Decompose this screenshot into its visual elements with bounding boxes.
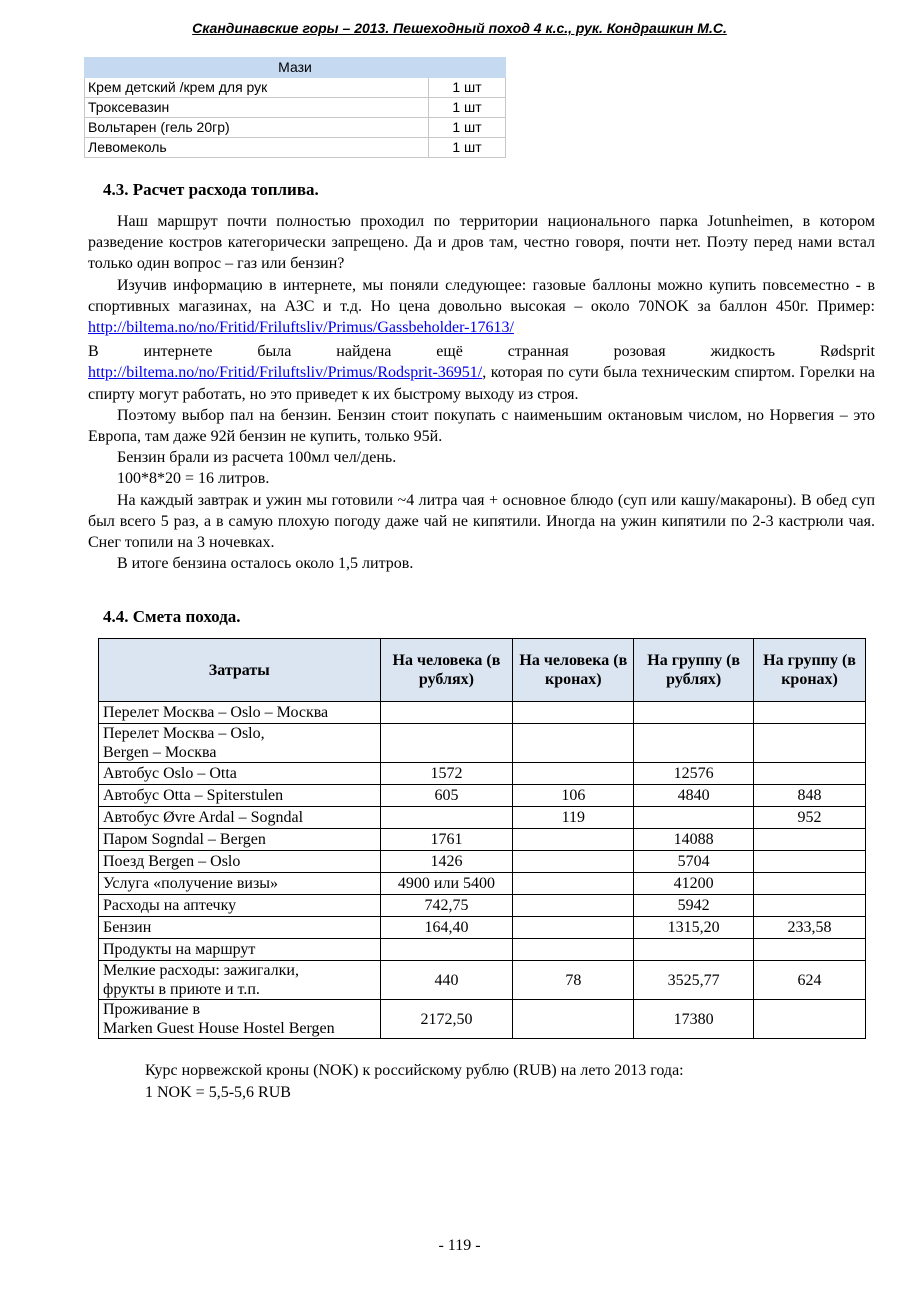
column-header: На группу (в рублях) — [634, 639, 754, 702]
amount-cell — [634, 939, 754, 961]
table-row — [99, 895, 866, 917]
table-row: Крем детский /крем для рук 1 шт — [85, 78, 506, 98]
expense-item-cell: Мелкие расходы: зажигалки, фрукты в приюте и т.п. — [99, 961, 381, 1000]
amount-cell: 4840 — [634, 785, 754, 807]
table-row: Левомеколь 1 шт — [85, 138, 506, 158]
amount-cell — [754, 702, 866, 724]
table-row — [99, 702, 866, 724]
amount-cell — [380, 939, 513, 961]
amount-cell — [754, 873, 866, 895]
amount-cell — [513, 1000, 634, 1039]
amount-cell: 952 — [754, 807, 866, 829]
paragraph: Изучив информацию в интернете, мы поняли следующее: газовые баллоны можно купить повсеместно - в спортивных магазинах, на АЗС и т.д. Но цена довольно высокая – около 70NOK за баллон 450г. Пример: http://biltema.no/no/Fritid/Friluftsliv/Primus/Gassbeholder-17613/ — [88, 276, 875, 337]
amount-cell: 440 — [380, 961, 513, 1000]
amount-cell: 3525,77 — [634, 961, 754, 1000]
amount-cell — [513, 917, 634, 939]
table-row — [99, 724, 866, 763]
amount-cell: 624 — [754, 961, 866, 1000]
amount-cell: 5704 — [634, 851, 754, 873]
table-row — [99, 763, 866, 785]
column-header: На человека (в рублях) — [380, 639, 513, 702]
amount-cell — [754, 851, 866, 873]
paragraph: Наш маршрут почти полностью проходил по территории национального парка Jotunheimen, в котором разведение костров категорически запрещено. Да и дров там, честно говоря, почти нет. Поэту перед нами встал только один вопрос – газ или бензин? — [88, 213, 875, 273]
amount-cell — [634, 807, 754, 829]
paragraph: Поэтому выбор пал на бензин. Бензин стоит покупать с наименьшим октановым числом, но Норвегия – это Европа, там даже 92й бензин не купить, только 95й. — [88, 406, 875, 446]
amount-cell: 742,75 — [380, 895, 513, 917]
expense-item-cell: Поезд Bergen – Oslo — [99, 851, 381, 873]
expense-item-cell: Перелет Москва – Oslo, Bergen – Москва — [99, 724, 381, 763]
amount-cell: 1572 — [380, 763, 513, 785]
expense-item-cell: Автобус Øvre Ardal – Sogndal — [99, 807, 381, 829]
page-header: Скандинавские горы – 2013. Пешеходный поход 4 к.с., рук. Кондрашкин М.С. — [192, 20, 727, 36]
table-row — [99, 961, 866, 1000]
gas-cylinder-link[interactable]: http://biltema.no/no/Fritid/Friluftsliv/Primus/Gassbeholder-17613/ — [88, 319, 514, 337]
amount-cell: 1315,20 — [634, 917, 754, 939]
amount-cell: 12576 — [634, 763, 754, 785]
paragraph: На каждый завтрак и ужин мы готовили ~4 литра чая + основное блюдо (суп или кашу/макароны). В обед суп был всего 5 раз, а в самую плохую погоду даже чай не кипятили. Иногда на ужин кипятили по 2-3 кастрюли чая. Снег топили на 3 ночевках. — [88, 491, 875, 552]
amount-cell — [634, 702, 754, 724]
amount-cell — [380, 702, 513, 724]
expense-item-cell: Автобус Oslo – Otta — [99, 763, 381, 785]
amount-cell: 2172,50 — [380, 1000, 513, 1039]
amount-cell — [754, 895, 866, 917]
table-row — [99, 939, 866, 961]
amount-cell — [513, 851, 634, 873]
amount-cell — [513, 724, 634, 763]
table-row — [99, 829, 866, 851]
column-header: Затраты — [99, 639, 381, 702]
amount-cell: 233,58 — [754, 917, 866, 939]
amount-cell: 14088 — [634, 829, 754, 851]
paragraph: http://biltema.no/no/Fritid/Friluftsliv/Primus/Rodsprit-36951/, которая по сути была техническим спиртом. Горелки на спирту могут работать, но это приведет к их быстрому выходу из строя. — [88, 364, 875, 403]
paragraph: В итоге бензина осталось около 1,5 литров. — [117, 555, 414, 573]
ointments-table-title: Мази — [85, 58, 506, 78]
amount-cell — [513, 702, 634, 724]
amount-cell — [754, 763, 866, 785]
amount-cell — [754, 724, 866, 763]
amount-cell: 1426 — [380, 851, 513, 873]
amount-cell — [754, 829, 866, 851]
amount-cell: 164,40 — [380, 917, 513, 939]
paragraph: 100*8*20 = 16 литров. — [117, 470, 270, 488]
amount-cell: 848 — [754, 785, 866, 807]
amount-cell: 78 — [513, 961, 634, 1000]
paragraph: В интернете была найдена ещё странная розовая жидкость Rødsprit — [88, 343, 875, 361]
table-row — [99, 917, 866, 939]
amount-cell — [513, 939, 634, 961]
table-row — [99, 1000, 866, 1039]
amount-cell: 17380 — [634, 1000, 754, 1039]
rodsprit-link[interactable]: http://biltema.no/no/Fritid/Friluftsliv/Primus/Rodsprit-36951/ — [88, 364, 483, 382]
amount-cell — [513, 829, 634, 851]
ointments-table — [84, 57, 506, 158]
amount-cell: 41200 — [634, 873, 754, 895]
amount-cell — [754, 1000, 866, 1039]
expense-item-cell: Услуга «получение визы» — [99, 873, 381, 895]
expense-item-cell: Бензин — [99, 917, 381, 939]
table-header-row — [99, 639, 866, 702]
amount-cell: 4900 или 5400 — [380, 873, 513, 895]
expense-item-cell: Продукты на маршрут — [99, 939, 381, 961]
amount-cell — [634, 724, 754, 763]
table-row — [99, 873, 866, 895]
column-header: На группу (в кронах) — [754, 639, 866, 702]
amount-cell — [380, 807, 513, 829]
amount-cell: 605 — [380, 785, 513, 807]
expense-item-cell: Автобус Otta – Spiterstulen — [99, 785, 381, 807]
expense-item-cell: Проживание в Marken Guest House Hostel Bergen — [99, 1000, 381, 1039]
table-row — [99, 785, 866, 807]
amount-cell — [754, 939, 866, 961]
expense-item-cell: Паром Sogndal – Bergen — [99, 829, 381, 851]
amount-cell: 106 — [513, 785, 634, 807]
amount-cell — [513, 895, 634, 917]
amount-cell: 5942 — [634, 895, 754, 917]
section-heading-budget: 4.4. Смета похода. — [103, 607, 241, 626]
amount-cell — [513, 763, 634, 785]
table-row — [99, 851, 866, 873]
expense-item-cell: Расходы на аптечку — [99, 895, 381, 917]
fuel-section-text — [88, 211, 875, 574]
table-row — [99, 807, 866, 829]
amount-cell: 119 — [513, 807, 634, 829]
expense-item-cell: Перелет Москва – Oslo – Москва — [99, 702, 381, 724]
page-number: - 119 - — [438, 1237, 481, 1254]
table-row: Вольтарен (гель 20гр) 1 шт — [85, 118, 506, 138]
paragraph: Бензин брали из расчета 100мл чел/день. — [117, 449, 397, 467]
table-row: Троксевазин 1 шт — [85, 98, 506, 118]
budget-table — [98, 638, 866, 1039]
section-heading-fuel: 4.3. Расчет расхода топлива. — [103, 180, 319, 199]
column-header: На человека (в кронах) — [513, 639, 634, 702]
amount-cell — [513, 873, 634, 895]
amount-cell: 1761 — [380, 829, 513, 851]
exchange-rate-note: Курс норвежской кроны (NOK) к российскому рублю (RUB) на лето 2013 года: 1 NOK = 5,5-5,6 RUB — [145, 1062, 684, 1101]
amount-cell — [380, 724, 513, 763]
